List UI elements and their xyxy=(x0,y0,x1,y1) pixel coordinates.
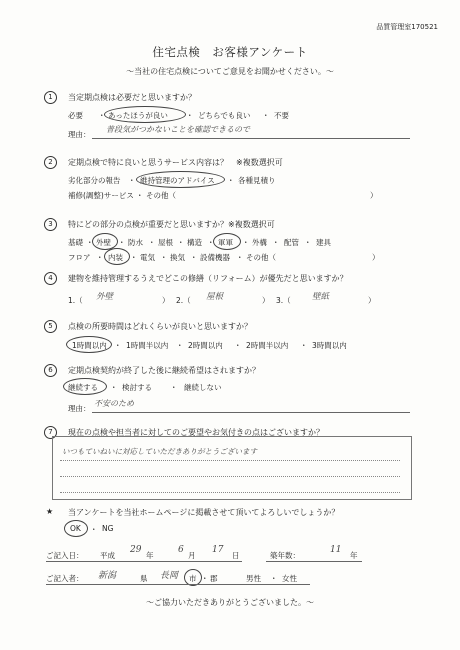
question-6-text: 定期点検契約が終了した後に継続希望はされますか？ xyxy=(68,366,260,375)
writer-label: ご記入者： xyxy=(46,574,84,583)
gender-female: 女性 xyxy=(282,574,297,583)
q6-separator: ・ xyxy=(170,383,178,392)
q1-separator: ・ xyxy=(262,111,270,120)
question-number-3: 3 xyxy=(44,218,57,231)
q3-separator: ・ xyxy=(160,253,168,262)
building-age-label: 築年数： xyxy=(270,551,300,560)
date-era: 平成 xyxy=(100,551,115,560)
gun-unit: 郡 xyxy=(210,574,218,583)
survey-subtitle: ～当社の住宅点検についてご意見をお聞かせください。～ xyxy=(126,67,334,76)
q8-selected-circle xyxy=(64,520,88,537)
city-gun-separator: ・ xyxy=(201,574,209,583)
writer-underline xyxy=(46,584,310,585)
q2-option-maintenance-advice: 維持管理のアドバイス xyxy=(140,176,215,185)
q8-option-ok: OK xyxy=(70,524,81,533)
q3-other-close: ） xyxy=(372,253,380,262)
q6-reason-label: 理由： xyxy=(68,404,91,413)
q1-reason-label: 理由： xyxy=(68,130,91,139)
survey-title: 住宅点検 お客様アンケート xyxy=(152,45,308,59)
q1-selected-circle xyxy=(104,106,186,123)
q5-option-2-5h: 2時間半以内 xyxy=(246,341,289,350)
question-number-4: 4 xyxy=(44,272,57,285)
date-month: 6 xyxy=(178,545,184,555)
q4-slot-3-open: 3.（ xyxy=(276,296,291,305)
date-month-unit: 月 xyxy=(188,551,196,560)
q3-option-fittings: 建具 xyxy=(316,238,331,247)
q5-separator: ・ xyxy=(176,341,184,350)
building-age-unit: 年 xyxy=(350,551,358,560)
q6-option-not-continue: 継続しない xyxy=(184,383,222,392)
q5-separator: ・ xyxy=(234,341,242,350)
q5-separator: ・ xyxy=(300,341,308,350)
date-label: ご記入日： xyxy=(46,551,84,560)
q3-option-waterproof: 防水 xyxy=(128,238,143,247)
question-4-text: 建物を維持管理するうえでどこの修繕（リフォーム）が優先だと思いますか？ xyxy=(68,274,348,283)
question-number-2: 2 xyxy=(44,156,57,169)
q8-option-ng: NG xyxy=(102,524,114,533)
gender-male: 男性 xyxy=(246,574,261,583)
date-day: 17 xyxy=(212,545,224,555)
q3-option-floor: フロア xyxy=(68,253,91,262)
q5-option-1h: 1時間以内 xyxy=(72,341,107,350)
question-8-text: 当アンケートを当社ホームページに掲載させて頂いてよろしいでしょうか？ xyxy=(68,508,340,517)
q3-option-ventilation: 換気 xyxy=(170,253,185,262)
q3-separator: ・ xyxy=(190,253,198,262)
q3-separator: ・ xyxy=(130,253,138,262)
q3-separator: ・ xyxy=(86,238,94,247)
document-id: 品質管理室170521 xyxy=(376,23,438,31)
q1-option-necessary: 必要 xyxy=(68,111,83,120)
q3-separator: ・ xyxy=(148,238,156,247)
q3-option-roof: 屋根 xyxy=(158,238,173,247)
question-number-1: 1 xyxy=(44,91,57,104)
date-underline xyxy=(46,561,242,562)
city-unit: 市 xyxy=(189,574,197,583)
q3-option-foundation: 基礎 xyxy=(68,238,83,247)
q1-reason-underline xyxy=(92,138,410,139)
star-marker: ★ xyxy=(46,507,54,516)
q2-selected-circle xyxy=(136,171,225,188)
q3-separator: ・ xyxy=(304,238,312,247)
q2-separator: ・ xyxy=(227,176,235,185)
q3-separator: ・ xyxy=(207,238,215,247)
question-1-text: 当定期点検は必要だと思いますか？ xyxy=(68,93,196,102)
q4-slot-1-close: ） xyxy=(162,296,170,305)
question-number-6: 6 xyxy=(44,364,57,377)
q3-separator: ・ xyxy=(118,238,126,247)
q4-answer-1: 外壁 xyxy=(96,292,114,302)
q3-option-other: その他（ xyxy=(246,253,276,262)
q5-separator: ・ xyxy=(114,341,122,350)
q3-option-structure: 構造 xyxy=(187,238,202,247)
q8-separator: ・ xyxy=(90,525,98,534)
date-year: 29 xyxy=(130,545,142,555)
q3-option-exterior: 外構 xyxy=(252,238,267,247)
writer-prefecture: 新潟 xyxy=(98,571,117,581)
q3-separator: ・ xyxy=(242,238,250,247)
q3-interior-circle xyxy=(104,248,130,265)
question-2-text: 定期点検で特に良いと思うサービス内容は？ ※複数選択可 xyxy=(68,158,283,167)
q6-reason-underline xyxy=(92,412,410,413)
q6-option-consider: 検討する xyxy=(122,383,152,392)
q3-separator: ・ xyxy=(272,238,280,247)
gender-separator: ・ xyxy=(270,574,278,583)
q2-option-degradation-report: 劣化部分の報告 xyxy=(68,176,121,185)
writer-city: 長岡 xyxy=(160,571,179,581)
q2-option-other: その他（ xyxy=(146,191,176,200)
q6-separator: ・ xyxy=(110,383,118,392)
q1-separator: ・ xyxy=(98,111,106,120)
q6-reason-answer: 不安のため xyxy=(94,399,134,408)
q2-option-repair-service: 補修(調整)サービス xyxy=(68,191,134,200)
question-3-text: 特にどの部分の点検が重要だと思いますか？※複数選択可 xyxy=(68,220,275,229)
date-year-unit: 年 xyxy=(146,551,154,560)
q1-option-unnecessary: 不要 xyxy=(274,111,289,120)
q5-option-1-5h: 1時間半以内 xyxy=(126,341,169,350)
prefecture-unit: 県 xyxy=(140,574,148,583)
q3-separator: ・ xyxy=(236,253,244,262)
q7-answer: いつもていねいに対応していただきありがとうございます xyxy=(62,447,257,456)
question-number-5: 5 xyxy=(44,320,57,333)
q1-reason-answer: 普段気がつかないことを確認できるので xyxy=(106,125,250,134)
q4-slot-2-open: 2.（ xyxy=(176,296,191,305)
q4-slot-1-open: 1.（ xyxy=(68,296,83,305)
q7-dotted-line xyxy=(60,492,400,493)
q3-separator: ・ xyxy=(177,238,185,247)
question-7-text: 現在の点検や担当者に対してのご要望やお気付きの点はございますか？ xyxy=(68,428,324,437)
q3-option-piping: 配管 xyxy=(284,238,299,247)
q5-selected-circle xyxy=(66,336,112,353)
q4-answer-2: 屋根 xyxy=(206,292,224,302)
q3-option-interior: 内装 xyxy=(108,253,123,262)
q2-separator: ・ xyxy=(136,191,144,200)
q6-selected-circle xyxy=(63,378,107,395)
q4-slot-3-close: ） xyxy=(368,296,376,305)
q1-option-better-to-have: あったほうが良い xyxy=(108,111,168,120)
q6-option-continue: 継続する xyxy=(68,383,98,392)
q7-dotted-line xyxy=(60,476,400,477)
footer-thanks: ～ご協力いただきありがとうございました。～ xyxy=(146,598,314,607)
q7-dotted-line xyxy=(60,460,400,461)
q3-separator: ・ xyxy=(96,253,104,262)
q1-separator: ・ xyxy=(186,111,194,120)
q3-attic-circle xyxy=(213,233,241,250)
q3-option-electric: 電気 xyxy=(140,253,155,262)
building-age-value: 11 xyxy=(330,545,342,555)
q2-separator: ・ xyxy=(128,176,136,185)
q3-option-attic: 軍軍 xyxy=(218,238,233,247)
q4-slot-2-close: ） xyxy=(262,296,270,305)
q2-option-estimates: 各種見積り xyxy=(238,176,276,185)
q1-option-either: どちらでも良い xyxy=(198,111,251,120)
question-5-text: 点検の所要時間はどれくらいが良いと思いますか？ xyxy=(68,322,252,331)
date-day-unit: 日 xyxy=(232,551,240,560)
q4-answer-3: 壁紙 xyxy=(312,292,330,302)
question-number-7: 7 xyxy=(44,426,57,439)
q2-other-close: ） xyxy=(370,191,378,200)
q5-option-2h: 2時間以内 xyxy=(188,341,223,350)
building-age-underline xyxy=(266,561,362,562)
q3-option-exterior-wall: 外壁 xyxy=(96,238,111,247)
q3-option-equipment: 設備機器 xyxy=(200,253,230,262)
q5-option-3h: 3時間以内 xyxy=(312,341,347,350)
